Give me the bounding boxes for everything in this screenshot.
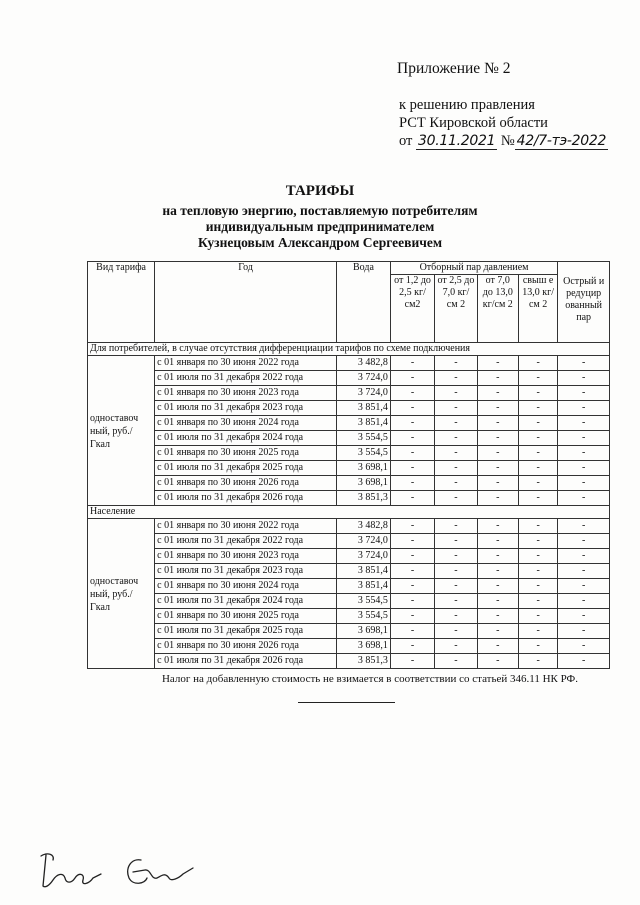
water-tariff-cell: 3 851,4 — [337, 564, 391, 579]
steam-tariff-cell: - — [558, 476, 610, 491]
steam-tariff-cell: - — [477, 461, 518, 476]
steam-tariff-cell: - — [435, 534, 477, 549]
steam-tariff-cell: - — [558, 431, 610, 446]
steam-tariff-cell: - — [477, 356, 518, 371]
header-steam-2: от 2,5 до 7,0 кг/см 2 — [435, 275, 477, 343]
steam-tariff-cell: - — [390, 624, 434, 639]
water-tariff-cell: 3 482,8 — [337, 519, 391, 534]
period-cell: с 01 июля по 31 декабря 2026 года — [155, 491, 337, 506]
tariff-type-cell: одноставоч ный, руб./Гкал — [88, 519, 155, 669]
water-tariff-cell: 3 482,8 — [337, 356, 391, 371]
appendix-label: Приложение № 2 — [397, 60, 511, 77]
steam-tariff-cell: - — [435, 416, 477, 431]
steam-tariff-cell: - — [435, 476, 477, 491]
steam-tariff-cell: - — [518, 356, 557, 371]
steam-tariff-cell: - — [435, 431, 477, 446]
steam-tariff-cell: - — [558, 579, 610, 594]
table-row — [88, 579, 610, 594]
period-cell: с 01 января по 30 июня 2026 года — [155, 639, 337, 654]
water-tariff-cell: 3 698,1 — [337, 624, 391, 639]
water-tariff-cell: 3 554,5 — [337, 431, 391, 446]
steam-tariff-cell: - — [518, 476, 557, 491]
steam-tariff-cell: - — [390, 639, 434, 654]
resolution-line-1: к решению правления — [399, 97, 535, 113]
header-type: Вид тарифа — [88, 262, 155, 343]
resolution-line-2: РСТ Кировской области — [399, 115, 548, 131]
steam-tariff-cell: - — [477, 654, 518, 669]
steam-tariff-cell: - — [518, 401, 557, 416]
steam-tariff-cell: - — [435, 519, 477, 534]
steam-tariff-cell: - — [477, 491, 518, 506]
water-tariff-cell: 3 851,4 — [337, 401, 391, 416]
water-tariff-cell: 3 698,1 — [337, 476, 391, 491]
steam-tariff-cell: - — [390, 461, 434, 476]
steam-tariff-cell: - — [558, 609, 610, 624]
steam-tariff-cell: - — [518, 431, 557, 446]
period-cell: с 01 июля по 31 декабря 2023 года — [155, 401, 337, 416]
steam-tariff-cell: - — [435, 491, 477, 506]
table-row — [88, 356, 610, 371]
steam-tariff-cell: - — [558, 356, 610, 371]
table-row — [88, 416, 610, 431]
steam-tariff-cell: - — [390, 416, 434, 431]
steam-tariff-cell: - — [558, 624, 610, 639]
steam-tariff-cell: - — [390, 609, 434, 624]
number-prefix: № — [500, 133, 515, 149]
steam-tariff-cell: - — [518, 579, 557, 594]
steam-tariff-cell: - — [558, 371, 610, 386]
steam-tariff-cell: - — [558, 461, 610, 476]
steam-tariff-cell: - — [518, 639, 557, 654]
header-steam-1: от 1,2 до 2,5 кг/см2 — [390, 275, 434, 343]
steam-tariff-cell: - — [518, 654, 557, 669]
steam-tariff-cell: - — [390, 519, 434, 534]
water-tariff-cell: 3 554,5 — [337, 609, 391, 624]
tariff-type-cell: одноставоч ный, руб./Гкал — [88, 356, 155, 506]
table-row — [88, 564, 610, 579]
steam-tariff-cell: - — [477, 371, 518, 386]
steam-tariff-cell: - — [518, 534, 557, 549]
steam-tariff-cell: - — [435, 371, 477, 386]
table-row — [88, 476, 610, 491]
steam-tariff-cell: - — [518, 594, 557, 609]
steam-tariff-cell: - — [435, 624, 477, 639]
steam-tariff-cell: - — [558, 564, 610, 579]
header-period: Год — [155, 262, 337, 343]
steam-tariff-cell: - — [390, 534, 434, 549]
table-row — [88, 431, 610, 446]
steam-tariff-cell: - — [435, 356, 477, 371]
steam-tariff-cell: - — [390, 431, 434, 446]
section-label: Для потребителей, в случае отсутствия дифференциации тарифов по схеме подключения — [88, 343, 610, 356]
header-steam-group: Отборный пар давлением — [390, 262, 557, 275]
steam-tariff-cell: - — [390, 401, 434, 416]
steam-tariff-cell: - — [435, 386, 477, 401]
steam-tariff-cell: - — [558, 416, 610, 431]
steam-tariff-cell: - — [390, 491, 434, 506]
steam-tariff-cell: - — [477, 639, 518, 654]
vat-footnote: Налог на добавленную стоимость не взимается в соответствии со статьей 346.11 НК РФ. — [161, 673, 579, 685]
water-tariff-cell: 3 698,1 — [337, 639, 391, 654]
subtitle-line-1: на тепловую энергию, поставляемую потребителям — [162, 203, 478, 218]
steam-tariff-cell: - — [518, 461, 557, 476]
steam-tariff-cell: - — [558, 491, 610, 506]
table-row — [88, 446, 610, 461]
steam-tariff-cell: - — [390, 476, 434, 491]
steam-tariff-cell: - — [518, 549, 557, 564]
steam-tariff-cell: - — [477, 624, 518, 639]
water-tariff-cell: 3 851,3 — [337, 654, 391, 669]
steam-tariff-cell: - — [477, 519, 518, 534]
separator-line — [298, 702, 395, 703]
period-cell: с 01 июля по 31 декабря 2025 года — [155, 461, 337, 476]
table-row — [88, 594, 610, 609]
steam-tariff-cell: - — [518, 564, 557, 579]
steam-tariff-cell: - — [558, 639, 610, 654]
period-cell: с 01 июля по 31 декабря 2024 года — [155, 431, 337, 446]
header-sharp-steam: Острый и редуцир ованный пар — [558, 262, 610, 343]
table-row — [88, 386, 610, 401]
steam-tariff-cell: - — [390, 564, 434, 579]
steam-tariff-cell: - — [390, 356, 434, 371]
steam-tariff-cell: - — [390, 549, 434, 564]
steam-tariff-cell: - — [390, 386, 434, 401]
steam-tariff-cell: - — [435, 564, 477, 579]
subtitle-line-2: индивидуальным предпринимателем — [205, 219, 435, 234]
water-tariff-cell: 3 851,4 — [337, 416, 391, 431]
steam-tariff-cell: - — [558, 654, 610, 669]
steam-tariff-cell: - — [435, 654, 477, 669]
water-tariff-cell: 3 724,0 — [337, 534, 391, 549]
steam-tariff-cell: - — [435, 401, 477, 416]
water-tariff-cell: 3 554,5 — [337, 594, 391, 609]
steam-tariff-cell: - — [518, 371, 557, 386]
table-row — [88, 549, 610, 564]
steam-tariff-cell: - — [477, 446, 518, 461]
steam-tariff-cell: - — [558, 401, 610, 416]
steam-tariff-cell: - — [558, 446, 610, 461]
resolution-block — [399, 96, 608, 150]
table-row — [88, 491, 610, 506]
period-cell: с 01 июля по 31 декабря 2024 года — [155, 594, 337, 609]
water-tariff-cell: 3 724,0 — [337, 371, 391, 386]
subtitle-line-3: Кузнецовым Александром Сергеевичем — [197, 235, 443, 250]
steam-tariff-cell: - — [435, 549, 477, 564]
steam-tariff-cell: - — [477, 476, 518, 491]
document-title: ТАРИФЫ — [285, 183, 355, 199]
steam-tariff-cell: - — [477, 416, 518, 431]
steam-tariff-cell: - — [518, 416, 557, 431]
table-row — [88, 609, 610, 624]
steam-tariff-cell: - — [477, 564, 518, 579]
steam-tariff-cell: - — [558, 386, 610, 401]
table-row — [88, 519, 610, 534]
steam-tariff-cell: - — [518, 624, 557, 639]
steam-tariff-cell: - — [518, 446, 557, 461]
steam-tariff-cell: - — [477, 386, 518, 401]
handwritten-signatures — [33, 848, 223, 896]
period-cell: с 01 июля по 31 декабря 2025 года — [155, 624, 337, 639]
period-cell: с 01 июля по 31 декабря 2026 года — [155, 654, 337, 669]
period-cell: с 01 января по 30 июня 2022 года — [155, 519, 337, 534]
steam-tariff-cell: - — [518, 491, 557, 506]
steam-tariff-cell: - — [477, 609, 518, 624]
table-row — [88, 461, 610, 476]
steam-tariff-cell: - — [518, 519, 557, 534]
table-row — [88, 639, 610, 654]
water-tariff-cell: 3 698,1 — [337, 461, 391, 476]
steam-tariff-cell: - — [477, 594, 518, 609]
section-label: Население — [88, 506, 610, 519]
steam-tariff-cell: - — [518, 386, 557, 401]
steam-tariff-cell: - — [435, 594, 477, 609]
period-cell: с 01 января по 30 июня 2025 года — [155, 446, 337, 461]
header-steam-3: от 7,0 до 13,0 кг/см 2 — [477, 275, 518, 343]
steam-tariff-cell: - — [558, 594, 610, 609]
steam-tariff-cell: - — [477, 401, 518, 416]
header-steam-4: свыш е 13,0 кг/см 2 — [518, 275, 557, 343]
date-prefix: от — [399, 133, 413, 149]
steam-tariff-cell: - — [558, 549, 610, 564]
period-cell: с 01 июля по 31 декабря 2022 года — [155, 371, 337, 386]
steam-tariff-cell: - — [390, 654, 434, 669]
header-water: Вода — [337, 262, 391, 343]
steam-tariff-cell: - — [390, 371, 434, 386]
steam-tariff-cell: - — [435, 446, 477, 461]
resolution-date-line — [399, 132, 608, 150]
steam-tariff-cell: - — [558, 534, 610, 549]
document-subtitle — [0, 203, 640, 251]
tariff-table — [87, 261, 610, 669]
period-cell: с 01 января по 30 июня 2022 года — [155, 356, 337, 371]
period-cell: с 01 июля по 31 декабря 2022 года — [155, 534, 337, 549]
steam-tariff-cell: - — [477, 534, 518, 549]
table-row — [88, 534, 610, 549]
number-value: 42/7-тэ-2022 — [516, 133, 607, 149]
water-tariff-cell: 3 851,4 — [337, 579, 391, 594]
table-row — [88, 371, 610, 386]
steam-tariff-cell: - — [390, 579, 434, 594]
steam-tariff-cell: - — [435, 461, 477, 476]
water-tariff-cell: 3 554,5 — [337, 446, 391, 461]
period-cell: с 01 января по 30 июня 2025 года — [155, 609, 337, 624]
water-tariff-cell: 3 724,0 — [337, 386, 391, 401]
steam-tariff-cell: - — [435, 639, 477, 654]
table-row — [88, 401, 610, 416]
steam-tariff-cell: - — [435, 579, 477, 594]
steam-tariff-cell: - — [390, 446, 434, 461]
date-value: 30.11.2021 — [418, 133, 496, 149]
steam-tariff-cell: - — [477, 431, 518, 446]
steam-tariff-cell: - — [435, 609, 477, 624]
water-tariff-cell: 3 724,0 — [337, 549, 391, 564]
period-cell: с 01 января по 30 июня 2023 года — [155, 386, 337, 401]
steam-tariff-cell: - — [477, 549, 518, 564]
steam-tariff-cell: - — [390, 594, 434, 609]
table-row — [88, 654, 610, 669]
period-cell: с 01 января по 30 июня 2024 года — [155, 579, 337, 594]
steam-tariff-cell: - — [477, 579, 518, 594]
steam-tariff-cell: - — [558, 519, 610, 534]
period-cell: с 01 июля по 31 декабря 2023 года — [155, 564, 337, 579]
steam-tariff-cell: - — [518, 609, 557, 624]
period-cell: с 01 января по 30 июня 2024 года — [155, 416, 337, 431]
water-tariff-cell: 3 851,3 — [337, 491, 391, 506]
period-cell: с 01 января по 30 июня 2023 года — [155, 549, 337, 564]
period-cell: с 01 января по 30 июня 2026 года — [155, 476, 337, 491]
table-row — [88, 624, 610, 639]
